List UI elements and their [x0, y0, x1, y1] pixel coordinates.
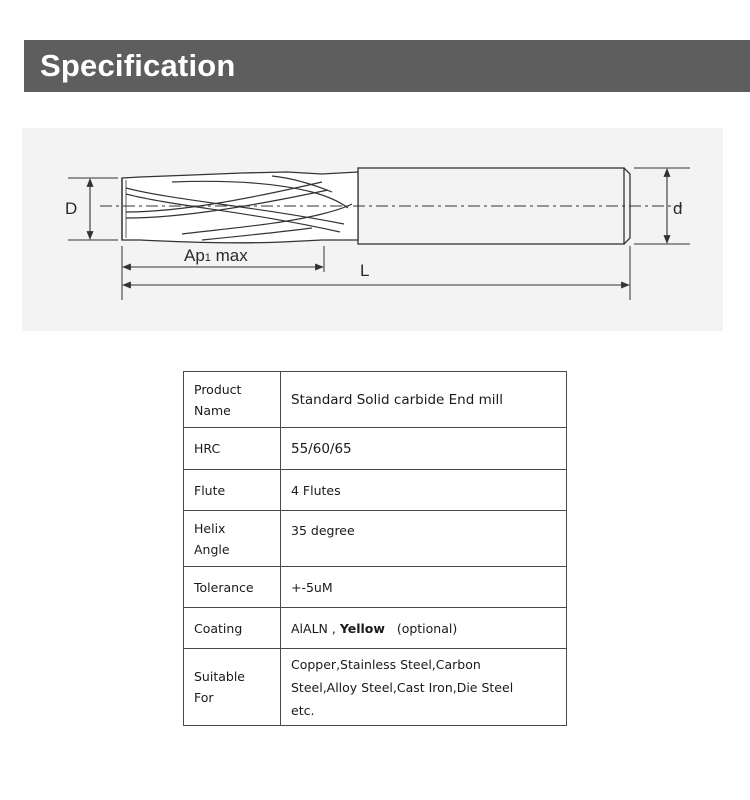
- product-name-value: Standard Solid carbide End mill: [291, 391, 503, 408]
- page-title: Specification: [40, 48, 236, 83]
- coating-color: Yellow: [339, 620, 385, 636]
- row-value-suitable-for: [281, 649, 567, 726]
- table-row: [184, 608, 567, 649]
- row-label-product-name: [184, 372, 281, 428]
- row-value-product-name: [281, 372, 567, 428]
- table-row: [184, 649, 567, 726]
- row-value-tolerance: +-5uM: [281, 567, 567, 608]
- label-line: Helix: [194, 520, 226, 536]
- label-ap-sub: 1: [204, 252, 211, 264]
- label-L: L: [360, 261, 370, 280]
- label-line: Suitable: [194, 669, 245, 684]
- table-row: [184, 511, 567, 567]
- material-line: Steel,Alloy Steel,Cast Iron,Die Steel: [291, 679, 514, 695]
- coating-type: AlALN ,: [291, 620, 340, 636]
- row-label-flute: Flute: [184, 470, 281, 511]
- table-row: [184, 470, 567, 511]
- row-label-hrc: HRC: [184, 428, 281, 470]
- label-max: max: [210, 246, 248, 265]
- row-value-hrc: [281, 428, 567, 470]
- table-row: [184, 567, 567, 608]
- label-line: Angle: [194, 541, 230, 557]
- label-D: D: [65, 199, 78, 218]
- table-row: [184, 428, 567, 470]
- row-value-coating: [281, 608, 567, 649]
- row-label-coating: Coating: [184, 608, 281, 649]
- row-value-helix-angle: 35 degree: [281, 511, 567, 567]
- label-ap: Ap: [184, 246, 205, 265]
- header-band: [24, 40, 750, 92]
- label-line: Product: [194, 381, 242, 397]
- technical-drawing-svg: [22, 128, 723, 331]
- spec-table: [183, 371, 567, 726]
- coating-optional: (optional): [384, 620, 458, 636]
- label-line: Name: [194, 402, 231, 418]
- label-line: For: [194, 690, 214, 705]
- table-row: [184, 372, 567, 428]
- label-d: d: [673, 199, 683, 218]
- row-label-tolerance: Tolerance: [184, 567, 281, 608]
- row-value-flute: 4 Flutes: [281, 470, 567, 511]
- hrc-value: 55/60/65: [291, 440, 352, 457]
- row-label-suitable-for: [184, 649, 281, 726]
- row-label-helix-angle: [184, 511, 281, 567]
- end-mill-drawing: [22, 128, 723, 331]
- material-line: etc.: [291, 702, 315, 718]
- label-ap-max: [184, 246, 248, 265]
- material-line: Copper,Stainless Steel,Carbon: [291, 656, 481, 672]
